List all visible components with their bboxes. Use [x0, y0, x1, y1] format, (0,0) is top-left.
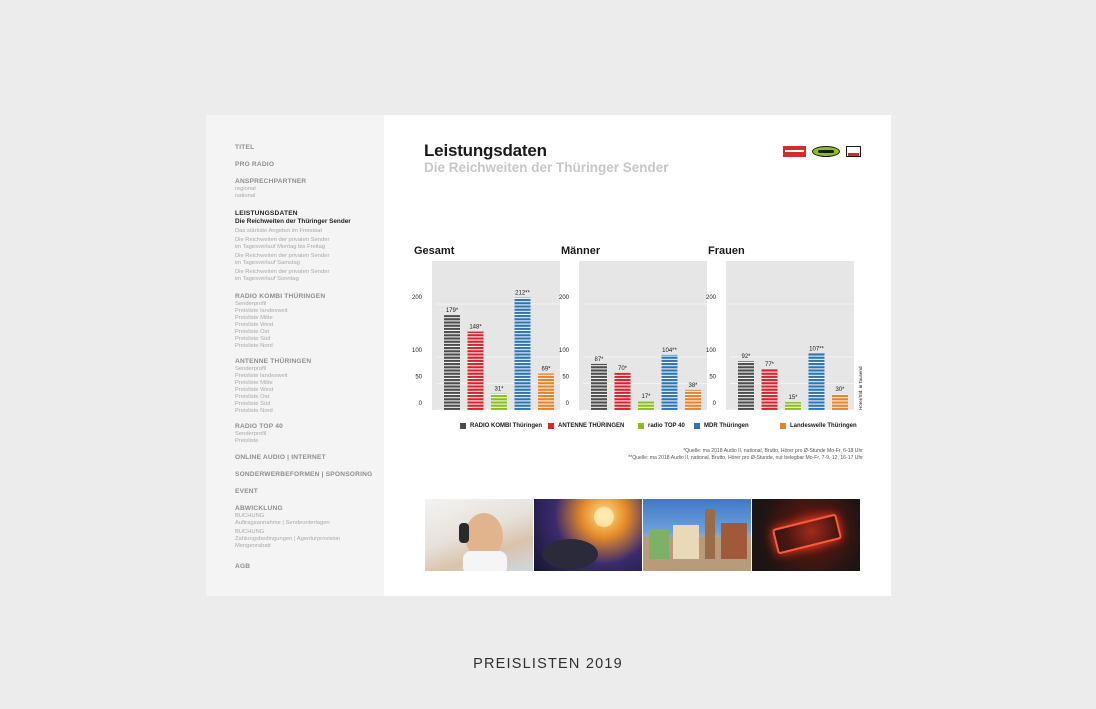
legend-swatch — [548, 423, 554, 429]
antenne-thueringen-logo — [783, 146, 806, 157]
sidebar-item[interactable]: Auftragsannahme | Sendeunterlagen — [235, 520, 330, 526]
sidebar-item[interactable]: Preisliste Süd — [235, 401, 271, 407]
bar-stripes — [615, 373, 631, 410]
sidebar-item[interactable]: Die Reichweiten der privaten Sender — [235, 253, 330, 259]
bar-value-label: 107** — [809, 346, 824, 353]
sidebar-section-title[interactable]: PRO RADIO — [235, 161, 275, 168]
bar-value-label: 212** — [515, 290, 530, 297]
sidebar-item[interactable]: Die Reichweiten der privaten Sender — [235, 269, 330, 275]
sidebar-item[interactable]: Preisliste landesweit — [235, 308, 288, 314]
legend-label: RADIO KOMBI Thüringen — [470, 423, 542, 429]
legend-item — [694, 423, 749, 429]
sidebar-section-title[interactable]: AGB — [235, 563, 251, 570]
bar-value-label: 38* — [688, 382, 698, 389]
sidebar-item[interactable]: Senderprofil — [235, 366, 267, 372]
y-tick-label: 200 — [411, 295, 422, 301]
bar-value-label: 70* — [617, 365, 628, 372]
radio-top40-logo — [812, 146, 840, 157]
sidebar-item[interactable]: im Tagesverlauf Montag bis Freitag — [235, 244, 326, 250]
bar-stripes — [444, 315, 460, 410]
panel-title: Frauen — [708, 245, 745, 257]
bar-stripes — [662, 355, 678, 410]
sidebar-section — [235, 505, 380, 550]
sidebar-section — [235, 144, 380, 152]
sidebar-section — [235, 178, 380, 200]
bar-stripes — [638, 401, 654, 410]
sidebar-section — [235, 563, 380, 571]
bar-value-label: 104** — [662, 347, 677, 354]
y-tick-label: 50 — [709, 374, 716, 381]
panel-title: Männer — [561, 245, 601, 257]
bar-value-label: 30* — [835, 387, 845, 394]
legend-swatch — [694, 423, 700, 429]
y-tick-label: 50 — [415, 374, 422, 381]
y-tick-label: 0 — [712, 401, 716, 407]
bar-stripes — [515, 298, 531, 410]
sidebar-item[interactable]: BUCHUNG — [235, 529, 265, 535]
y-tick-label: 100 — [411, 348, 422, 354]
sidebar-item[interactable]: Die Reichweiten der privaten Sender — [235, 237, 330, 243]
sidebar-item[interactable]: Preisliste Mitte — [235, 380, 273, 386]
sidebar-section-title[interactable]: ABWICKLUNG — [235, 505, 283, 512]
legend-item — [638, 423, 685, 429]
legend-label: radio TOP 40 — [648, 423, 685, 429]
bar-value-label: 87* — [594, 356, 604, 363]
sidebar-item[interactable]: Preisliste Ost — [235, 394, 270, 400]
legend-item — [548, 423, 624, 429]
bar-value-label: 17* — [641, 393, 651, 400]
legend-swatch — [460, 423, 466, 429]
sidebar-section-title[interactable]: SONDERWERBEFORMEN | SPONSORING — [235, 471, 373, 478]
sidebar-section — [235, 488, 380, 496]
bar-stripes — [491, 394, 507, 410]
sidebar-section — [235, 423, 380, 445]
bar-value-label: 77* — [764, 362, 775, 369]
y-tick-label: 100 — [705, 348, 716, 354]
bar-stripes — [538, 373, 554, 410]
sidebar-item[interactable]: BUCHUNG — [235, 513, 265, 519]
sidebar-item[interactable]: Das stärkste Angebot im Freistaat — [235, 228, 322, 234]
sidebar-active-item[interactable]: Die Reichweiten der Thüringer Sender — [235, 218, 351, 225]
bar-stripes — [762, 369, 778, 410]
sidebar-section-title[interactable]: LEISTUNGSDATEN — [235, 210, 298, 217]
legend-label: ANTENNE THÜRINGEN — [558, 423, 625, 429]
source-note: *Quelle: ma 2018 Audio II, national, Brutto, Hörer pro Ø-Stunde Mo-Fr, 6-18 Uhr — [683, 448, 863, 454]
y-tick-label: 0 — [418, 401, 422, 407]
sidebar-section — [235, 471, 380, 479]
legend-swatch — [780, 423, 786, 429]
sidebar-section-title[interactable]: RADIO TOP 40 — [235, 423, 283, 430]
sidebar-item[interactable]: Preisliste Nord — [235, 343, 273, 349]
sidebar-item[interactable]: Senderprofil — [235, 431, 267, 437]
legend-item — [780, 423, 857, 429]
sidebar-section-title[interactable]: TITEL — [235, 144, 255, 151]
sidebar-item[interactable]: Preisliste landesweit — [235, 373, 288, 379]
page-subtitle: Die Reichweiten der Thüringer Sender — [424, 160, 669, 175]
radio-kombi-logo — [846, 146, 861, 157]
main-content — [384, 115, 891, 596]
bar-value-label: 179* — [445, 308, 459, 315]
on-air-sign-photo — [752, 499, 860, 571]
pricelist-page — [206, 115, 891, 596]
sidebar-section — [235, 293, 380, 350]
y-tick-label: 200 — [558, 295, 569, 301]
chart-legend — [460, 423, 880, 433]
sidebar-section-title[interactable]: RADIO KOMBI THÜRINGEN — [235, 293, 326, 300]
legend-swatch — [638, 423, 644, 429]
sidebar-item[interactable]: Preisliste Ost — [235, 329, 270, 335]
sidebar-item[interactable]: Preisliste — [235, 438, 259, 444]
bar-value-label: 69* — [541, 366, 551, 373]
bar-stripes — [685, 390, 701, 410]
sidebar-item[interactable]: im Tagesverlauf Samstag — [235, 260, 300, 266]
sidebar-section — [235, 210, 380, 283]
sidebar-section-title[interactable]: EVENT — [235, 488, 258, 495]
sidebar-section-title[interactable]: ONLINE AUDIO | INTERNET — [235, 454, 326, 461]
source-notes — [628, 448, 863, 462]
footer-label: PREISLISTEN 2019 — [473, 656, 623, 672]
sidebar-item[interactable]: Preisliste Nord — [235, 408, 273, 414]
sidebar-item[interactable]: regional — [235, 186, 256, 192]
sidebar-section — [235, 358, 380, 415]
bar-stripes — [468, 332, 484, 410]
sidebar-section-title[interactable]: ANTENNE THÜRINGEN — [235, 358, 312, 365]
sidebar-item[interactable]: im Tagesverlauf Sonntag — [235, 276, 299, 282]
sidebar-item[interactable]: Preisliste West — [235, 322, 274, 328]
dj-turntable-photo — [534, 499, 642, 571]
y-tick-label: 0 — [565, 401, 569, 407]
bar-value-label: 15* — [788, 395, 798, 402]
unit-label: Hörer/Std. in Tausend — [858, 366, 863, 410]
panel-title: Gesamt — [414, 245, 455, 257]
legend-label: Landeswelle Thüringen — [790, 423, 857, 429]
sidebar-item[interactable]: Senderprofil — [235, 301, 267, 307]
sidebar-item[interactable]: national — [235, 193, 256, 199]
sidebar-section — [235, 161, 380, 169]
sidebar-nav — [206, 115, 384, 596]
legend-label: MDR Thüringen — [704, 423, 749, 429]
sidebar-item[interactable]: Mengenrabatt — [235, 543, 271, 549]
reach-chart — [384, 235, 891, 415]
sidebar-item[interactable]: Preisliste Süd — [235, 336, 271, 342]
y-tick-label: 50 — [562, 374, 569, 381]
bar-value-label: 148* — [469, 324, 482, 331]
sidebar-item[interactable]: Preisliste West — [235, 387, 274, 393]
legend-item — [460, 423, 542, 429]
sidebar-section — [235, 454, 380, 462]
source-note: **Quelle: ma 2018 Audio II, national, Brutto, Hörer pro Ø-Stunde, nur belegbar Mo-Fr, 7-9, 12, 16-17 Uhr — [628, 455, 863, 461]
y-tick-label: 100 — [558, 348, 569, 354]
sidebar-item[interactable]: Preisliste Mitte — [235, 315, 273, 321]
bar-stripes — [809, 353, 825, 410]
town-square-photo — [643, 499, 751, 571]
sidebar-item[interactable]: Zahlungsbedingungen | Agenturprovision — [235, 536, 341, 542]
sidebar-section-title[interactable]: ANSPRECHPARTNER — [235, 178, 307, 185]
bar-stripes — [591, 364, 607, 410]
bar-stripes — [738, 361, 754, 410]
bar-stripes — [832, 394, 848, 410]
bar-value-label: 31* — [494, 386, 504, 393]
bar-value-label: 92* — [741, 354, 751, 361]
bar-stripes — [785, 402, 801, 410]
page-title: Leistungsdaten — [424, 141, 547, 160]
y-tick-label: 200 — [705, 295, 716, 301]
dj-headphones-photo — [425, 499, 533, 571]
